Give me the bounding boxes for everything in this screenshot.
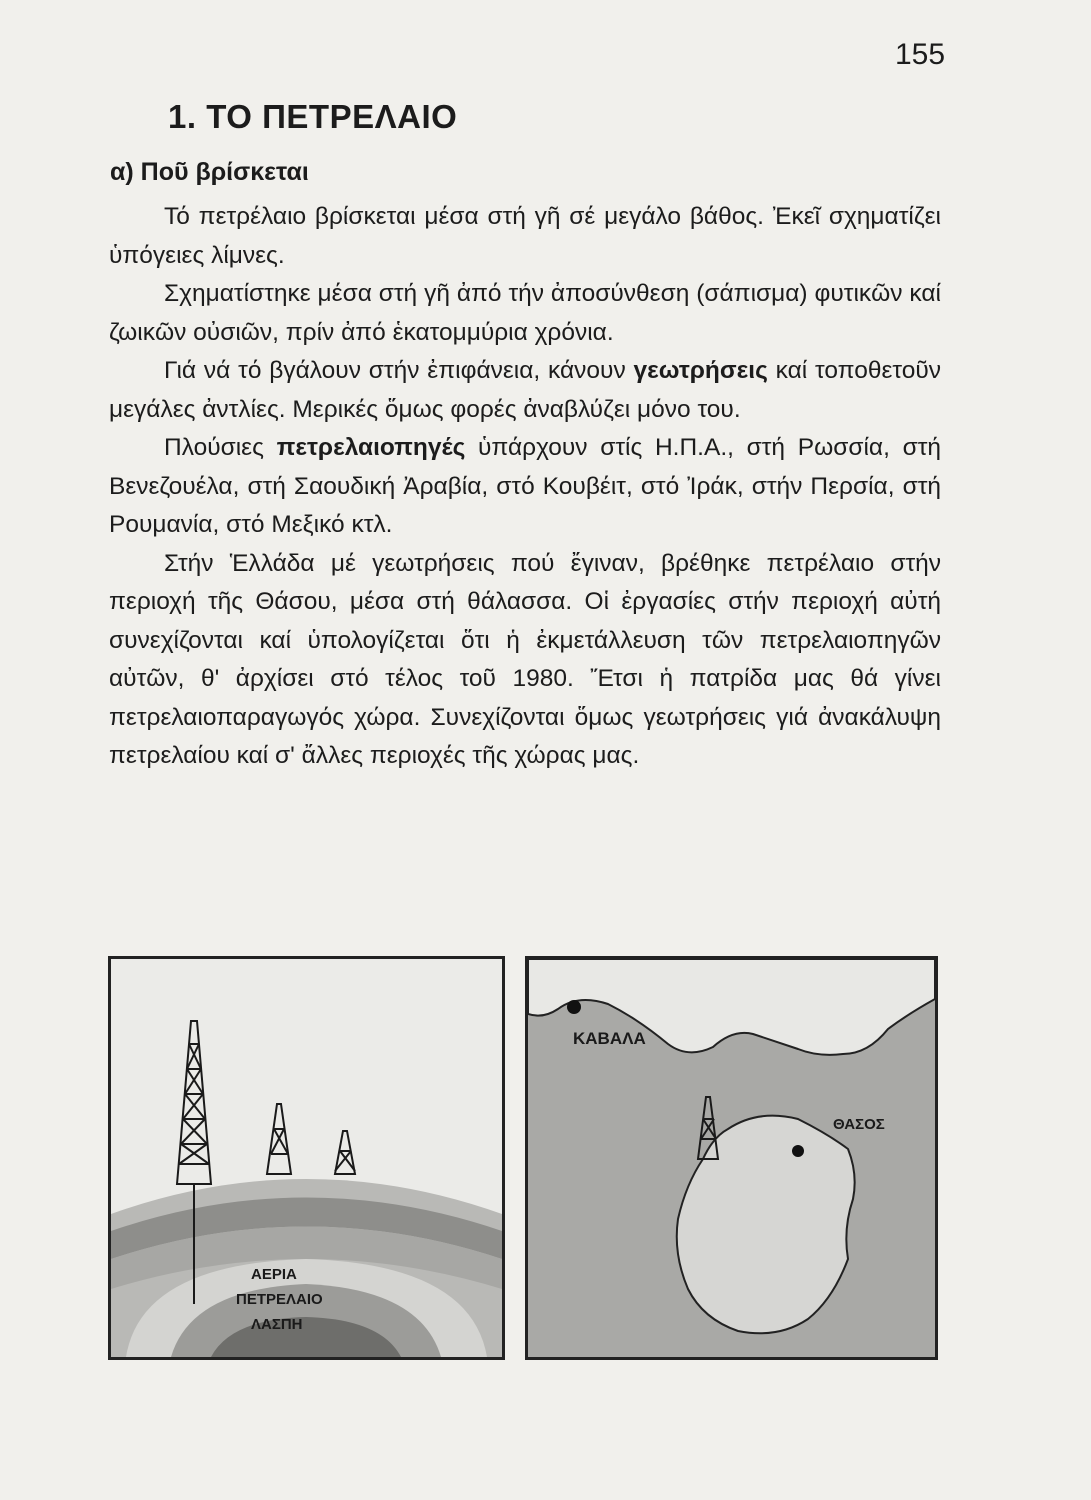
page-number: 155: [895, 38, 946, 71]
gas-label: ΑΕΡΙΑ: [251, 1266, 297, 1283]
text-span: καί τοποθετοῦν μεγάλες ἀντλίες. Μερικές ὅμως φορές ἀναβλύζει μόνο του.: [109, 357, 941, 423]
mud-label: ΛΑΣΠΗ: [251, 1316, 303, 1333]
thasos-marker-icon: [792, 1145, 804, 1157]
text-span: ὑπάρχουν στίς Η.Π.Α., στή Ρωσσία, στή Βενεζουέλα, στή Σαουδική Ἀραβία, στό Κουβέιτ, στό Ἰράκ, στήν Περσία, στή Ρουμανία, στό Μεξικό κτλ.: [109, 434, 941, 538]
thasos-map: [528, 959, 935, 1357]
paragraph: [109, 352, 941, 429]
chapter-title: 1. ΤΟ ΠΕΤΡΕΛΑΙΟ: [168, 98, 458, 135]
bold-term: γεωτρήσεις: [633, 357, 768, 384]
oil-well-illustration: [108, 956, 505, 1360]
section-title: α) Ποῦ βρίσκεται: [110, 158, 309, 186]
kavala-label: ΚΑΒΑΛΑ: [573, 1029, 646, 1048]
thasos-label: ΘΑΣΟΣ: [833, 1116, 885, 1133]
kavala-marker-icon: [567, 1000, 581, 1014]
body-text: [109, 198, 941, 776]
text-span: Πλούσιες: [164, 434, 277, 461]
bold-term: πετρελαιοπηγές: [276, 434, 466, 461]
paragraph: Τό πετρέλαιο βρίσκεται μέσα στή γῆ σέ μεγάλο βάθος. Ἐκεῖ σχηματίζει ὑπόγειες λίμνες.: [109, 203, 941, 269]
thasos-map-illustration: [525, 956, 938, 1360]
text-span: Γιά νά τό βγάλουν στήν ἐπιφάνεια, κάνουν: [164, 357, 634, 384]
paragraph: Σχηματίστηκε μέσα στή γῆ ἀπό τήν ἀποσύνθεση (σάπισμα) φυτικῶν καί ζωικῶν οὐσιῶν, πρίν ἀπό ἑκατομμύρια χρόνια.: [109, 280, 941, 346]
paragraph: [109, 429, 941, 545]
oil-well-drawing: [111, 959, 502, 1357]
paragraph: Στήν Ἑλλάδα μέ γεωτρήσεις πού ἔγιναν, βρέθηκε πετρέλαιο στήν περιοχή τῆς Θάσου, μέσα στή θάλασσα. Οἱ ἐργασίες στήν περιοχή αὐτή συνεχίζονται καί ὑπολογίζεται ὅτι ἡ ἐκμετάλλευση τῶν πετρελαιοπηγῶν αὐτῶν, θ' ἀρχίσει στό τέλος τοῦ 1980. Ἔτσι ἡ πατρίδα μας θά γίνει πετρελαιοπαραγωγός χώρα. Συνεχίζονται ὅμως γεωτρήσεις γιά ἀνακάλυψη πετρελαίου καί σ' ἄλλες περιοχές τῆς χώρας μας.: [109, 549, 941, 769]
oil-label: ΠΕΤΡΕΛΑΙΟ: [236, 1291, 323, 1308]
